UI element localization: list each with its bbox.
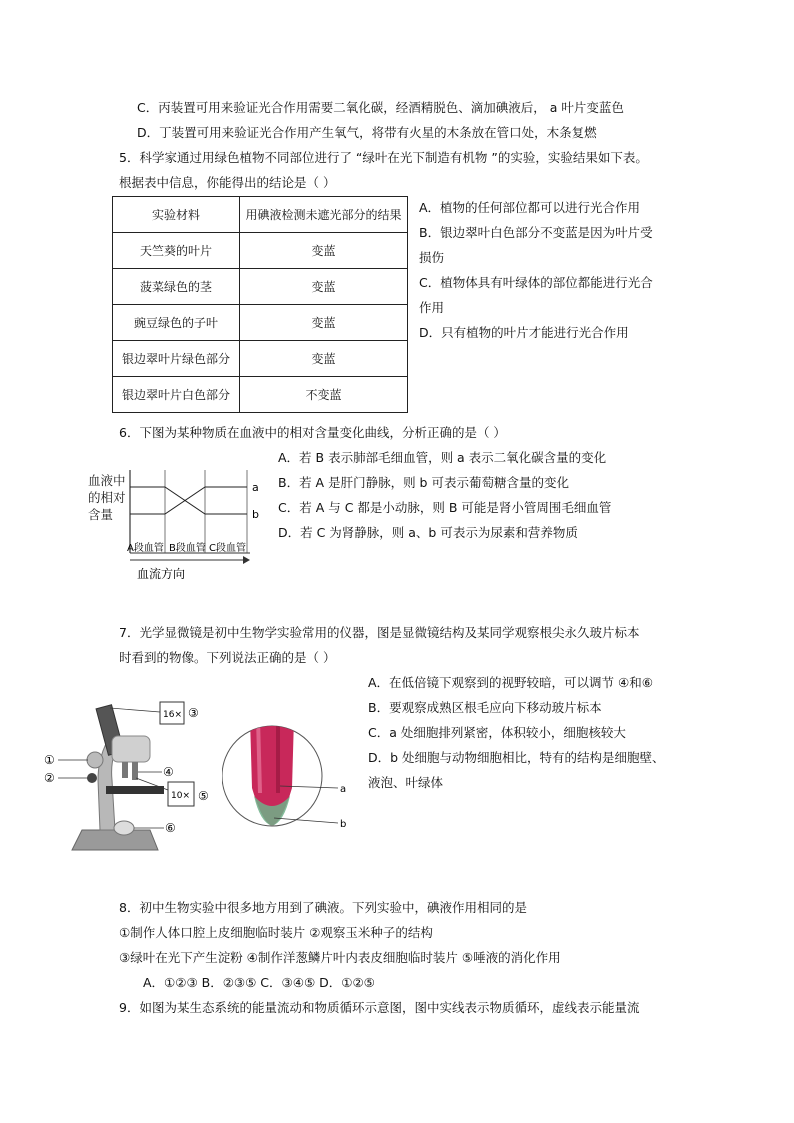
q7-option-c: C．a 处细胞排列紧密，体积较小，细胞核较大 bbox=[368, 725, 626, 740]
marker-2: ② bbox=[44, 771, 55, 785]
segment-label-a: A段血管 bbox=[127, 543, 164, 554]
table-cell-material: 豌豆绿色的子叶 bbox=[113, 305, 240, 341]
q5-stem-line2: 根据表中信息，你能得出的结论是（ ） bbox=[119, 175, 336, 190]
root-tip-view bbox=[222, 718, 362, 838]
table-cell-material: 银边翠叶片绿色部分 bbox=[113, 341, 240, 377]
objective-mag: 10× bbox=[171, 791, 190, 801]
fine-knob bbox=[87, 773, 97, 783]
microscope-head bbox=[112, 736, 150, 762]
table-header-material: 实验材料 bbox=[113, 197, 240, 233]
q7-stem-line2: 时看到的物像。下列说法正确的是（ ） bbox=[119, 650, 336, 665]
q6-stem: 6．下图为某种物质在血液中的相对含量变化曲线，分析正确的是（ ） bbox=[119, 425, 506, 440]
table-row bbox=[113, 233, 408, 269]
root-label-a: a bbox=[340, 784, 347, 795]
q4-option-c: C．丙装置可用来验证光合作用需要二氧化碳，经酒精脱色、滴加碘液后， a 叶片变蓝色 bbox=[137, 100, 624, 115]
coarse-knob bbox=[87, 752, 103, 768]
series-b-label: b bbox=[252, 508, 259, 521]
table-cell-material: 天竺葵的叶片 bbox=[113, 233, 240, 269]
series-b-line bbox=[130, 487, 247, 514]
ylabel-line: 的相对 bbox=[88, 490, 126, 505]
q7-option-b: B．要观察成熟区根毛应向下移动玻片标本 bbox=[368, 700, 602, 715]
table-cell-result: 变蓝 bbox=[240, 269, 408, 305]
marker-5: ⑤ bbox=[198, 789, 209, 803]
table-cell-material: 菠菜绿色的茎 bbox=[113, 269, 240, 305]
marker-6: ⑥ bbox=[165, 821, 176, 835]
table-header-row bbox=[113, 197, 408, 233]
q7-option-d-line2: 液泡、叶绿体 bbox=[368, 775, 444, 790]
marker-4: ④ bbox=[163, 765, 174, 779]
table-row bbox=[113, 269, 408, 305]
q7-option-d-line1: D．b 处细胞与动物细胞相比，特有的结构是细胞壁、 bbox=[368, 750, 665, 765]
table-row bbox=[113, 305, 408, 341]
ylabel-line: 含量 bbox=[88, 507, 114, 522]
objective-lens bbox=[132, 762, 138, 780]
microscope-base bbox=[72, 830, 158, 850]
microscope-figure bbox=[40, 690, 220, 865]
q6-option-a: A．若 B 表示肺部毛细血管，则 a 表示二氧化碳含量的变化 bbox=[278, 450, 607, 465]
q8-stem: 8．初中生物实验中很多地方用到了碘液。下列实验中，碘液作用相同的是 bbox=[119, 900, 527, 915]
q7-option-a: A．在低倍镜下观察到的视野较暗，可以调节 ④和⑥ bbox=[368, 675, 653, 690]
table-cell-result: 变蓝 bbox=[240, 233, 408, 269]
q6-blood-content-chart bbox=[85, 465, 275, 585]
segment-label-c: C段血管 bbox=[209, 543, 246, 554]
table-row bbox=[113, 377, 408, 413]
marker-1: ① bbox=[44, 753, 55, 767]
ylabel-line: 血液中 bbox=[88, 473, 126, 488]
q6-option-c: C．若 A 与 C 都是小动脉，则 B 可能是肾小管周围毛细血管 bbox=[278, 500, 612, 515]
table-cell-result: 变蓝 bbox=[240, 305, 408, 341]
objective-lens bbox=[122, 762, 128, 778]
q6-option-b: B．若 A 是肝门静脉，则 b 可表示葡萄糖含量的变化 bbox=[278, 475, 569, 490]
microscope-stage bbox=[106, 786, 164, 794]
q5-results-table bbox=[112, 196, 408, 413]
q5-option-a: A．植物的任何部位都可以进行光合作用 bbox=[419, 200, 641, 215]
series-a-line bbox=[130, 487, 247, 514]
marker-3: ③ bbox=[188, 706, 199, 720]
q9-stem: 9．如图为某生态系统的能量流动和物质循环示意图，图中实线表示物质循环，虚线表示能量流 bbox=[119, 1000, 640, 1015]
q5-option-d: D．只有植物的叶片才能进行光合作用 bbox=[419, 325, 629, 340]
q5-option-b-line2: 损伤 bbox=[419, 250, 445, 265]
q5-option-c-line1: C．植物体具有叶绿体的部位都能进行光合 bbox=[419, 275, 653, 290]
q5-stem-line1: 5．科学家通过用绿色植物不同部位进行了 “绿叶在光下制造有机物 ”的实验，实验结果如下表。 bbox=[119, 150, 648, 165]
eyepiece-mag: 16× bbox=[163, 710, 182, 720]
table-cell-result: 不变蓝 bbox=[240, 377, 408, 413]
q8-choices: A．①②③ B．②③⑤ C．③④⑤ D．①②⑤ bbox=[143, 975, 375, 990]
q5-option-c-line2: 作用 bbox=[419, 300, 445, 315]
table-cell-material: 银边翠叶片白色部分 bbox=[113, 377, 240, 413]
q8-items-line1: ①制作人体口腔上皮细胞临时装片 ②观察玉米种子的结构 bbox=[119, 925, 433, 940]
table-row bbox=[113, 341, 408, 377]
q5-option-b-line1: B．银边翠叶白色部分不变蓝是因为叶片受 bbox=[419, 225, 653, 240]
arrow-head-icon bbox=[243, 556, 250, 564]
table-cell-result: 变蓝 bbox=[240, 341, 408, 377]
root-label-b: b bbox=[340, 819, 347, 830]
q6-option-d: D．若 C 为肾静脉，则 a、b 可表示为尿素和营养物质 bbox=[278, 525, 578, 540]
table-header-result: 用碘液检测未遮光部分的结果 bbox=[240, 197, 408, 233]
series-a-label: a bbox=[252, 481, 259, 494]
q7-stem-line1: 7．光学显微镜是初中生物学实验常用的仪器，图是显微镜结构及某同学观察根尖永久玻片标本 bbox=[119, 625, 640, 640]
reflector-mirror bbox=[114, 821, 134, 835]
q4-option-d: D．丁装置可用来验证光合作用产生氧气，将带有火星的木条放在管口处，木条复燃 bbox=[137, 125, 597, 140]
segment-label-b: B段血管 bbox=[169, 543, 206, 554]
x-axis-label: 血流方向 bbox=[137, 567, 186, 581]
q8-items-line2: ③绿叶在光下产生淀粉 ④制作洋葱鳞片叶内表皮细胞临时装片 ⑤唾液的消化作用 bbox=[119, 950, 561, 965]
